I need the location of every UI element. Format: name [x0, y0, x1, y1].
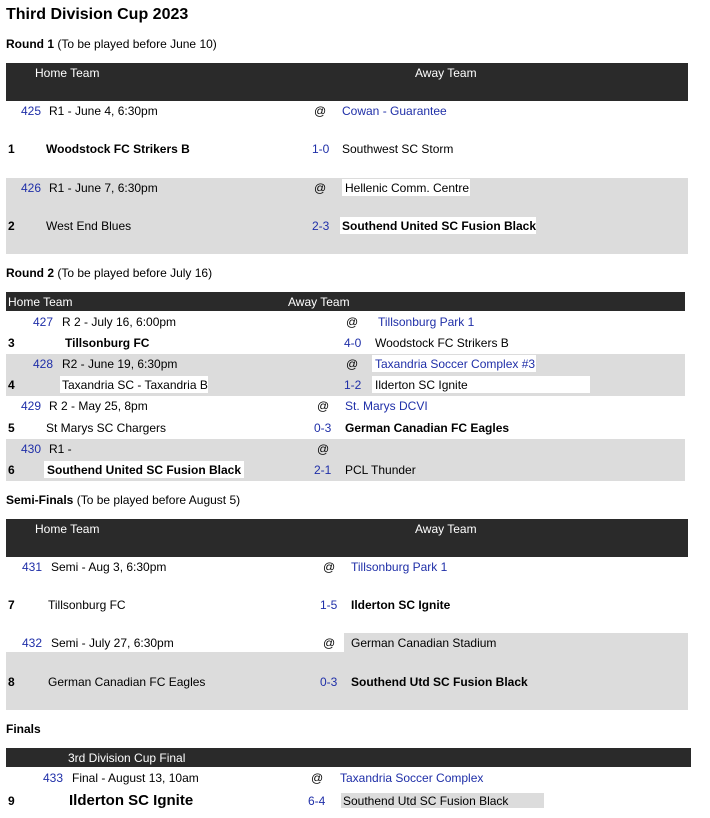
- finals-header-bar: [6, 748, 691, 767]
- score-link[interactable]: 1-2: [344, 378, 362, 392]
- away-team: German Canadian FC Eagles: [345, 421, 510, 435]
- score-link[interactable]: 0-3: [314, 421, 332, 435]
- home-team-header: Home Team: [8, 295, 73, 309]
- home-team: Southend United SC Fusion Black: [47, 463, 242, 477]
- match-id-link[interactable]: 433: [43, 771, 64, 785]
- match-number: 6: [8, 463, 15, 477]
- final-title: 3rd Division Cup Final: [68, 751, 186, 765]
- match-id-link[interactable]: 427: [33, 315, 54, 329]
- semis-heading: [6, 493, 240, 507]
- match-number: 9: [8, 794, 15, 808]
- match-id-link[interactable]: 430: [21, 442, 42, 456]
- venue: Hellenic Comm. Centre: [345, 181, 470, 195]
- home-team: Tillsonburg FC: [65, 336, 150, 350]
- match-number: 7: [8, 598, 15, 612]
- page-title: Third Division Cup 2023: [6, 6, 189, 23]
- match-number: 1: [8, 142, 15, 156]
- semis-label: Semi-Finals: [6, 493, 74, 507]
- at-sign: @: [323, 636, 336, 650]
- match-number: 2: [8, 219, 15, 233]
- home-team-header: Home Team: [35, 522, 100, 536]
- match-number: 4: [8, 378, 15, 392]
- away-team: Ilderton SC Ignite: [375, 378, 468, 392]
- score-link[interactable]: 4-0: [344, 336, 362, 350]
- round-1-label: Round 1: [6, 37, 54, 51]
- score-link[interactable]: 0-3: [320, 675, 338, 689]
- at-sign: @: [323, 560, 336, 574]
- score-link[interactable]: 1-0: [312, 142, 330, 156]
- match-id-link[interactable]: 425: [21, 104, 42, 118]
- at-sign: @: [317, 442, 330, 456]
- match-number: 3: [8, 336, 15, 350]
- semis-note: (To be played before August 5): [76, 493, 241, 507]
- home-team: Taxandria SC - Taxandria B: [62, 378, 208, 392]
- venue-link[interactable]: Tillsonburg Park 1: [351, 560, 448, 574]
- match-id-link[interactable]: 429: [21, 399, 42, 413]
- away-team: Southend United SC Fusion Black: [342, 219, 537, 233]
- round-2-label: Round 2: [6, 266, 54, 280]
- match-info: Semi - Aug 3, 6:30pm: [51, 560, 167, 574]
- score-link[interactable]: 1-5: [320, 598, 338, 612]
- match-id-link[interactable]: 426: [21, 181, 42, 195]
- home-team: West End Blues: [46, 219, 132, 233]
- match-info: Final - August 13, 10am: [72, 771, 199, 785]
- home-team: St Marys SC Chargers: [46, 421, 167, 435]
- match-info: R 2 - July 16, 6:00pm: [62, 315, 177, 329]
- away-team-header: Away Team: [288, 295, 350, 309]
- score-link[interactable]: 2-1: [314, 463, 332, 477]
- venue-link[interactable]: Taxandria Soccer Complex #3: [375, 357, 536, 371]
- away-team-header: Away Team: [415, 66, 477, 80]
- match-info: R2 - June 19, 6:30pm: [62, 357, 178, 371]
- home-team: Tillsonburg FC: [48, 598, 126, 612]
- away-team: Ilderton SC Ignite: [351, 598, 451, 612]
- match-info: R1 - June 4, 6:30pm: [49, 104, 158, 118]
- away-team: Southend Utd SC Fusion Black: [351, 675, 528, 689]
- match-info: R1 - June 7, 6:30pm: [49, 181, 158, 195]
- home-team-header: Home Team: [35, 66, 100, 80]
- score-link[interactable]: 2-3: [312, 219, 330, 233]
- at-sign: @: [346, 357, 359, 371]
- home-team: Ilderton SC Ignite: [69, 792, 194, 809]
- venue-link[interactable]: Taxandria Soccer Complex: [340, 771, 484, 785]
- score-link[interactable]: 6-4: [308, 794, 326, 808]
- match-info: Semi - July 27, 6:30pm: [51, 636, 174, 650]
- at-sign: @: [311, 771, 324, 785]
- match-info: R1 -: [49, 442, 72, 456]
- match-number: 5: [8, 421, 15, 435]
- home-team: German Canadian FC Eagles: [48, 675, 206, 689]
- home-team: Woodstock FC Strikers B: [46, 142, 190, 156]
- at-sign: @: [346, 315, 359, 329]
- match-id-link[interactable]: 432: [22, 636, 43, 650]
- venue-link[interactable]: St. Marys DCVI: [345, 399, 428, 413]
- round-2-header-bar: [6, 292, 685, 311]
- round-2-heading: [6, 266, 212, 280]
- away-team: Woodstock FC Strikers B: [375, 336, 509, 350]
- venue-link[interactable]: Tillsonburg Park 1: [378, 315, 475, 329]
- away-team: Southwest SC Storm: [342, 142, 454, 156]
- at-sign: @: [317, 399, 330, 413]
- away-team-header: Away Team: [415, 522, 477, 536]
- round-1-heading: [6, 37, 217, 51]
- match-id-link[interactable]: 428: [33, 357, 54, 371]
- match-number: 8: [8, 675, 15, 689]
- venue: German Canadian Stadium: [351, 636, 497, 650]
- venue-link[interactable]: Cowan - Guarantee: [342, 104, 447, 118]
- semis-header-bar: [6, 519, 688, 557]
- at-sign: @: [314, 181, 327, 195]
- at-sign: @: [314, 104, 327, 118]
- round-1-header-bar: [6, 63, 688, 101]
- finals-label: Finals: [6, 722, 41, 736]
- match-info: R 2 - May 25, 8pm: [49, 399, 148, 413]
- away-team: PCL Thunder: [345, 463, 416, 477]
- round-2-note: (To be played before July 16): [57, 266, 213, 280]
- match-id-link[interactable]: 431: [22, 560, 43, 574]
- away-team: Southend Utd SC Fusion Black: [343, 794, 509, 808]
- round-1-note: (To be played before June 10): [57, 37, 217, 51]
